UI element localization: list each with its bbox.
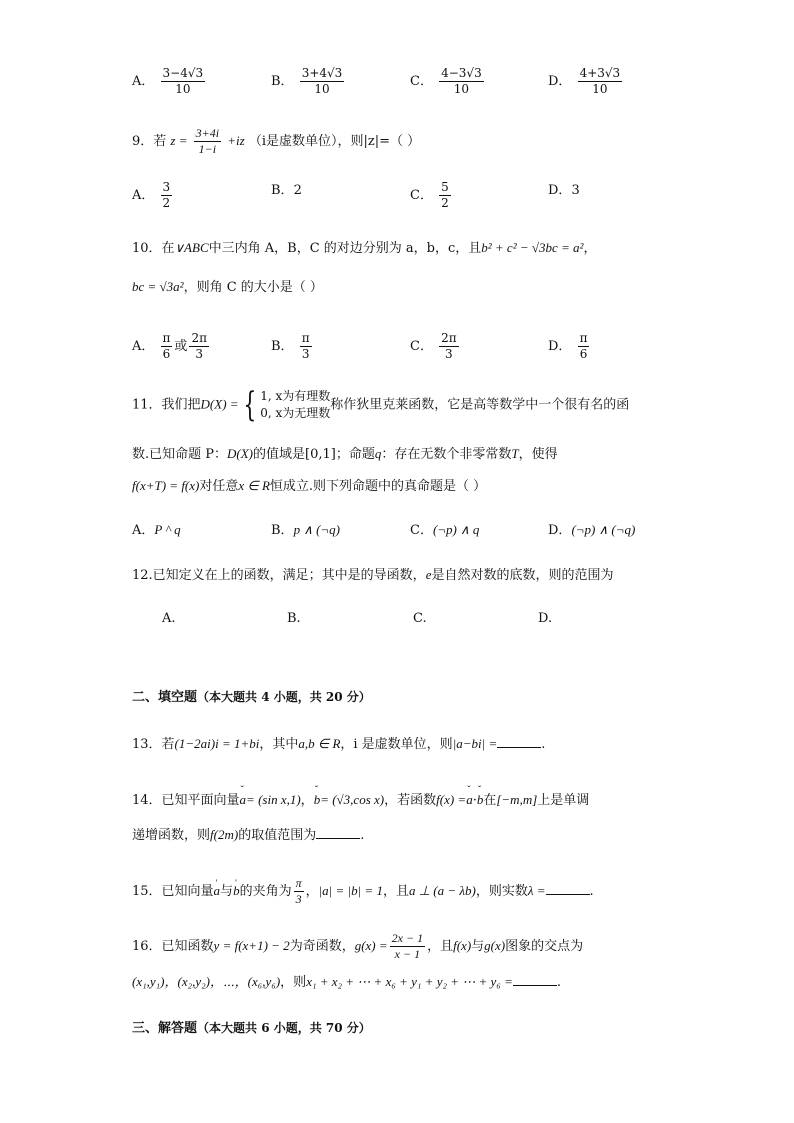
math-expression: g(x) =	[354, 938, 388, 953]
question-text: （i是虚数单位），则|z|=（ ）	[248, 134, 421, 149]
question-text: 的夹角为	[239, 884, 292, 899]
math-expression: z =	[170, 133, 188, 148]
question-text: 中三内角 A，B，C 的对边分别为 a，b，c，且	[208, 241, 482, 256]
question-text: ，则角 C 的大小是（ ）	[183, 280, 323, 295]
math-expression: x₁ + x₂ + ⋯ + x₆ + y₁ + y₂ + ⋯ + y₆ =	[306, 974, 513, 989]
question-text: 与	[220, 884, 234, 899]
piecewise-row: 0, x为无理数	[260, 406, 331, 420]
q9-option-b	[271, 181, 302, 201]
fraction-denominator: x − 1	[394, 947, 421, 961]
fraction-numerator: 3−4√3	[162, 66, 204, 80]
question-text: 是自然对数的底数，则的范围为	[431, 568, 614, 583]
fraction-numerator: 3+4i	[195, 126, 220, 140]
q10-stem-line2	[132, 277, 323, 298]
math-expression: ·	[472, 793, 477, 808]
question-text: ：存在无数个非零常数	[381, 447, 512, 462]
option-label: B．	[271, 74, 294, 89]
math-expression: g(x)	[484, 938, 506, 953]
question-text: ，其中	[259, 737, 299, 752]
question-text: 的取值范围为	[238, 828, 317, 843]
q16-stem-line2	[132, 972, 561, 993]
question-number: 10．在	[132, 241, 175, 256]
answer-blank[interactable]	[546, 881, 590, 895]
question-text: ，则实数	[475, 884, 528, 899]
option-label: A．	[132, 188, 155, 203]
math-expression: a,b ∈ R	[298, 736, 341, 751]
question-text: 对任意	[199, 479, 239, 494]
question-text: ，则	[280, 975, 307, 990]
option-value: (¬p) ∧ q	[432, 522, 480, 537]
fraction-numerator: 2π	[441, 331, 457, 345]
fraction-numerator: π	[579, 331, 588, 345]
q14-stem-line2	[132, 825, 364, 846]
piecewise-row: 1, x为有理数	[260, 389, 331, 403]
section-note: （本大题共 4 小题，共 20 分）	[197, 690, 371, 704]
fraction-denominator: 10	[453, 82, 470, 96]
question-text: .	[541, 737, 546, 752]
math-expression: y = f(x+1) − 2	[213, 938, 290, 953]
fraction-denominator: 6	[579, 347, 588, 361]
q10-option-b	[271, 331, 314, 362]
q12-option-b: B.	[287, 611, 301, 626]
question-text: ，且	[427, 939, 454, 954]
fraction-denominator: 1−i	[198, 142, 217, 156]
question-text: 为奇函数，	[289, 939, 355, 954]
question-text: 与	[471, 939, 485, 954]
math-expression: ∨ABC	[174, 240, 209, 255]
option-label: D．	[548, 339, 572, 354]
fraction-numerator: π	[295, 876, 302, 890]
fraction-numerator: 5	[441, 180, 449, 194]
vector-symbol: ˇ b	[314, 790, 321, 810]
math-expression: a ⊥ (a − λb)	[408, 883, 476, 898]
section-title: 三、解答题	[132, 1021, 198, 1036]
question-number: 16．已知函数	[132, 939, 214, 954]
math-expression: bc = √3a²	[132, 279, 184, 294]
math-expression: +iz	[227, 133, 245, 148]
math-expression: λ =	[527, 883, 546, 898]
option-text: 或	[174, 339, 188, 354]
question-text: 恒成立.则下列命题中的真命题是（ ）	[269, 479, 487, 494]
math-expression: D(X) =	[200, 396, 239, 412]
question-text: 递增函数，则	[132, 828, 211, 843]
math-expression: (1−2ai)i = 1+bi	[174, 736, 260, 751]
section-heading-fill-in	[132, 687, 371, 708]
math-expression: |a| = |b| = 1	[318, 883, 383, 898]
option-label: D．	[548, 523, 572, 538]
math-expression: |a−bi| =	[452, 736, 498, 751]
math-expression: f(x+T) = f(x)	[132, 478, 200, 493]
question-text: ，且	[382, 884, 409, 899]
question-text: 数.已知命题 P：	[132, 447, 228, 462]
math-expression: x ∈ R	[238, 478, 270, 493]
fraction-denominator: 10	[175, 82, 191, 96]
vector-symbol: ' a	[214, 881, 221, 901]
q8-option-a	[132, 66, 207, 97]
fraction-denominator: 3	[195, 347, 204, 361]
question-text: ，	[305, 884, 319, 899]
math-expression: q	[374, 446, 382, 461]
question-text: 称作狄里克莱函数，它是高等数学中一个很有名的函	[330, 397, 630, 413]
fraction-numerator: 2x − 1	[391, 931, 424, 945]
q16-stem-line1	[132, 931, 583, 962]
option-label: C．	[410, 188, 433, 203]
question-text: 12.已知定义在上的函数，满足；其中是的导函数，	[132, 568, 426, 583]
fraction-numerator: 3	[162, 180, 171, 194]
question-text: .	[589, 884, 594, 899]
vector-symbol: ˇ a	[240, 790, 247, 810]
question-text: ，若函数	[384, 793, 437, 808]
q8-option-d	[548, 66, 624, 97]
math-expression: D(X)	[227, 446, 254, 461]
fraction-numerator: π	[162, 331, 171, 345]
q11-stem-line3	[132, 476, 486, 497]
question-number: 13．若	[132, 737, 175, 752]
math-expression: b² + c² − √3bc = a²	[481, 240, 584, 255]
q13-stem	[132, 734, 545, 755]
math-expression: f(x) =	[436, 792, 467, 807]
option-label: B．	[271, 183, 294, 198]
fraction-numerator: 4+3√3	[579, 66, 621, 80]
question-text: ，	[583, 241, 597, 256]
math-expression: f(x)	[453, 938, 472, 953]
question-text: 在	[483, 793, 497, 808]
q9-option-a	[132, 180, 174, 211]
math-expression: = (√3,cos x)	[320, 792, 385, 807]
q9-option-c	[410, 180, 453, 211]
q9-stem	[132, 126, 420, 157]
answer-blank[interactable]	[316, 825, 360, 839]
option-label: D．	[548, 183, 572, 198]
q11-option-c	[410, 520, 479, 541]
fraction-denominator: 3	[445, 347, 453, 361]
option-label: A．	[132, 339, 155, 354]
question-text: .	[360, 828, 365, 843]
question-text: 图象的交点为	[505, 939, 584, 954]
q12-option-c: C.	[413, 611, 427, 626]
q14-stem-line1: 14．已知平面向量ˇ a= (sin x,1)，ˇ b= (√3,cos x)，若函数f(x) =ˇ a·ˇ b在[−m,m]上是单调	[132, 790, 589, 811]
answer-blank[interactable]	[497, 734, 541, 748]
vector-symbol: ' b	[233, 881, 240, 901]
option-value: p ∧ (¬q)	[293, 522, 341, 537]
question-number: 9．若	[132, 134, 167, 149]
option-label: D．	[548, 74, 572, 89]
section-note: （本大题共 6 小题，共 70 分）	[197, 1021, 371, 1035]
q11-option-d	[548, 520, 635, 541]
q8-option-c	[410, 66, 486, 97]
math-expression: [−m,m]	[496, 792, 538, 807]
q10-option-c	[410, 331, 461, 362]
q8-option-b	[271, 66, 346, 97]
question-text: ，使得	[518, 447, 558, 462]
section-title: 二、填空题	[132, 690, 198, 705]
option-value: P ^ q	[154, 522, 181, 537]
fraction-numerator: 3+4√3	[301, 66, 343, 80]
section-heading-solutions	[132, 1018, 371, 1039]
q12-option-a: A.	[162, 611, 176, 626]
fraction-denominator: 3	[301, 347, 310, 361]
fraction-denominator: 10	[592, 82, 608, 96]
option-label: A．	[132, 523, 155, 538]
question-text: 的值域是[0,1]；命题	[253, 447, 375, 462]
fraction-numerator: π	[301, 331, 310, 345]
option-label: B．	[271, 339, 294, 354]
math-expression: f(2m)	[210, 827, 239, 842]
q11-stem-line1	[132, 385, 630, 425]
math-expression: = (sin x,1)	[246, 792, 301, 807]
q12-stem	[132, 565, 613, 586]
question-number: 15．已知向量	[132, 884, 214, 899]
question-text: 上是单调	[537, 793, 590, 808]
option-label: B．	[271, 523, 294, 538]
option-label: C．	[410, 74, 433, 89]
q11-option-b	[271, 520, 340, 541]
fraction-denominator: 2	[162, 196, 171, 210]
vector-symbol: ˇ b	[477, 790, 484, 810]
fraction-numerator: 2π	[191, 331, 207, 345]
option-value: 3	[571, 183, 580, 198]
q10-option-d	[548, 331, 591, 362]
q9-option-d	[548, 181, 580, 201]
question-text: .	[556, 975, 561, 990]
q11-stem-line2	[132, 444, 558, 465]
fraction-denominator: 10	[314, 82, 330, 96]
vector-symbol: ˇ a	[466, 790, 473, 810]
question-number: 14．已知平面向量	[132, 793, 240, 808]
math-expression: T	[511, 446, 519, 461]
piecewise-brace: { 1, x为有理数 0, x为无理数	[242, 385, 331, 425]
fraction-denominator: 2	[441, 196, 449, 210]
fraction-denominator: 3	[295, 892, 302, 906]
q12-option-d: D.	[538, 611, 553, 626]
math-expression: (x₁,y₁)，(x₂,y₂)，⋯，(x₆,y₆)	[132, 974, 281, 989]
q11-option-a	[132, 520, 181, 541]
option-value: 2	[293, 183, 302, 198]
option-label: C．	[410, 339, 433, 354]
fraction-numerator: 4−3√3	[441, 66, 482, 80]
option-label: A．	[132, 74, 155, 89]
answer-blank[interactable]	[513, 972, 557, 986]
question-text: ，i 是虚数单位，则	[340, 737, 453, 752]
q15-stem	[132, 876, 594, 907]
q10-option-a	[132, 331, 211, 362]
option-value: (¬p) ∧ (¬q)	[571, 522, 636, 537]
math-expression: e	[425, 567, 432, 582]
option-label: C．	[410, 523, 433, 538]
q10-stem-line1	[132, 238, 596, 259]
question-number: 11．我们把	[132, 397, 201, 413]
fraction-denominator: 6	[162, 347, 171, 361]
